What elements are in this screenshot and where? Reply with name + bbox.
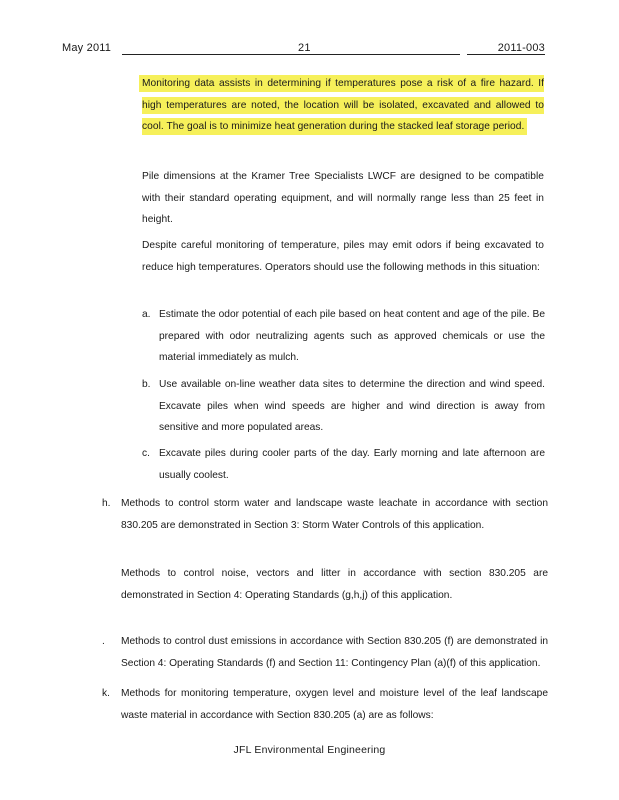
highlighted-paragraph — [142, 73, 544, 138]
header-date: May 2011 — [62, 42, 112, 54]
list-marker: b. — [142, 379, 151, 390]
section-text: Methods to control dust emissions in accordance with Section 830.205 (f) are demonstrated in Section 4: Operating Standards (f) and Section 11: Contingency Plan (a)(f) of this application. — [121, 636, 548, 669]
list-marker: a. — [142, 309, 151, 320]
header-page-number: 21 — [298, 42, 311, 54]
highlighted-text: Monitoring data assists in determining if temperatures pose a risk of a fire hazard. If high temperatures are noted, the location will be isolated, excavated and allowed to cool. The goal is to minimize heat generation during the stacked leaf storage period. — [142, 78, 544, 132]
section-marker: h. — [102, 498, 111, 509]
header-rule — [296, 54, 460, 55]
section-text: Methods for monitoring temperature, oxygen level and moisture level of the leaf landscape waste material in accordance with Section 830.205 (a) are as follows: — [121, 688, 548, 721]
list-marker: c. — [142, 448, 150, 459]
page-header — [62, 42, 545, 60]
section-text: Methods to control noise, vectors and litter in accordance with section 830.205 are demonstrated in Section 4: Operating Standards (g,h,j) of this application. — [121, 568, 548, 601]
header-rule — [122, 54, 308, 55]
section-marker: k. — [102, 688, 110, 699]
page-footer: JFL Environmental Engineering — [233, 744, 386, 756]
pile-dimensions-paragraph: Pile dimensions at the Kramer Tree Specialists LWCF are designed to be compatible with their standard operating equipment, and will normally range less than 25 feet in height. — [142, 171, 544, 225]
odor-intro-paragraph: Despite careful monitoring of temperature, piles may emit odors if being excavated to reduce high temperatures. Operators should use the following methods in this situation: — [142, 240, 544, 273]
list-item-text: Estimate the odor potential of each pile based on heat content and age of the pile. Be prepared with odor neutralizing agents such as approved chemicals or use the material immediately as mulch. — [159, 309, 545, 363]
header-document-id: 2011-003 — [497, 42, 545, 54]
section-text: Methods to control storm water and landscape waste leachate in accordance with section 830.205 are demonstrated in Section 3: Storm Water Controls of this application. — [121, 498, 548, 531]
list-item-text: Use available on-line weather data sites to determine the direction and wind speed. Excavate piles when wind speeds are higher and wind direction is away from sensitive and more populated areas. — [159, 379, 545, 433]
header-rule — [467, 54, 545, 55]
list-item-text: Excavate piles during cooler parts of the day. Early morning and late afternoon are usually coolest. — [159, 448, 545, 481]
section-marker: . — [102, 636, 105, 647]
